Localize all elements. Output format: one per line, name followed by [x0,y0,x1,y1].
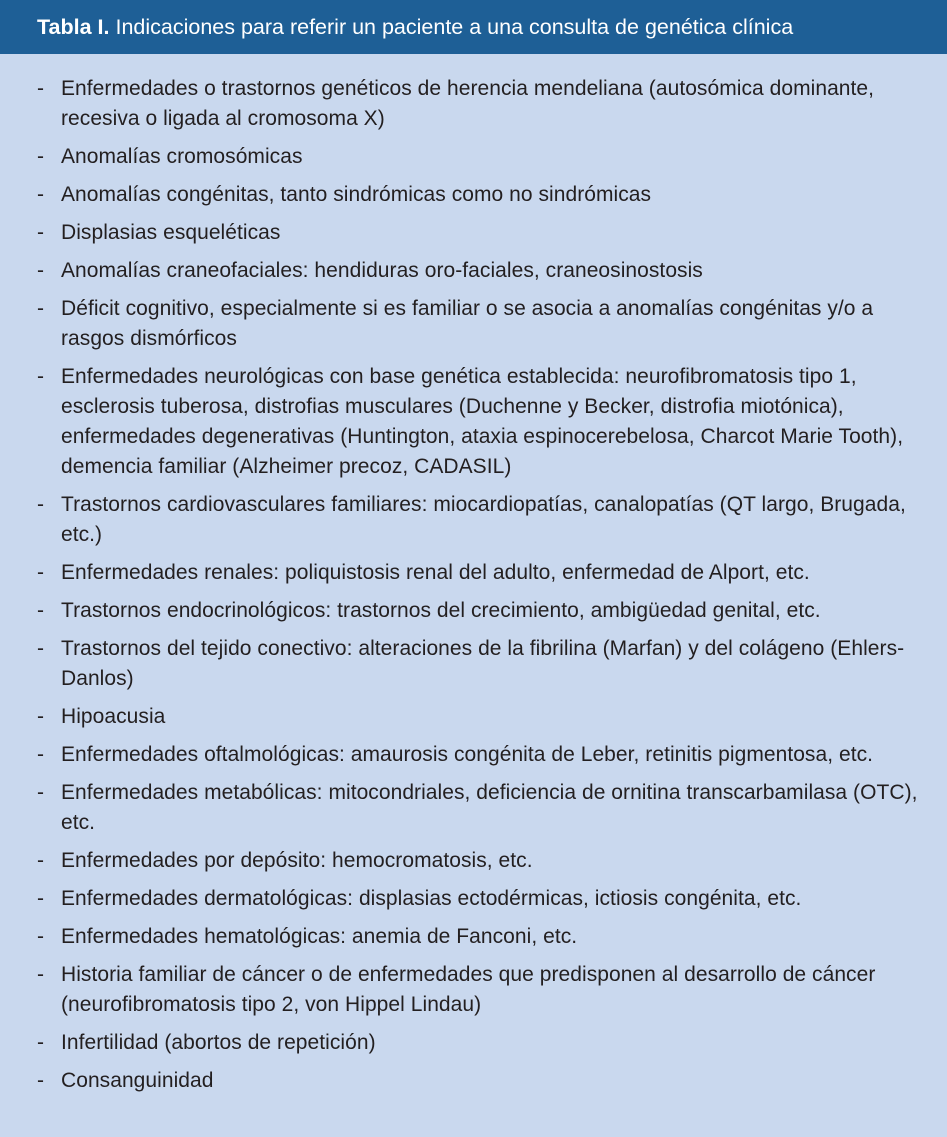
bullet-dash: - [37,925,45,948]
list-item [37,558,927,588]
list-item-text: Enfermedades hematológicas: anemia de Fanconi, etc. [61,925,578,948]
list-item-text: Enfermedades neurológicas con base genética establecida: neurofibromatosis tipo 1, esclerosis tuberosa, distrofias musculares (Duchenne y Becker, distrofia miotónica), enfermedades degenerativas (Huntington, ataxia espinocerebelosa, Charcot Marie Tooth), demencia familiar (Alzheimer precoz, CADASIL) [61,365,904,478]
list-item [37,180,927,210]
list-item-text: Trastornos endocrinológicos: trastornos del crecimiento, ambigüedad genital, etc. [61,599,821,622]
bullet-dash: - [37,599,45,622]
bullet-dash: - [37,781,45,804]
list-item [37,960,927,1020]
bullet-dash: - [37,705,45,728]
list-item-text: Anomalías craneofaciales: hendiduras oro-faciales, craneosinostosis [61,259,703,282]
list-item [37,702,927,732]
table-header [0,0,947,54]
list-item [37,1028,927,1058]
list-item-text: Hipoacusia [61,705,166,728]
list-item-text: Consanguinidad [61,1069,214,1092]
list-item-text: Enfermedades oftalmológicas: amaurosis congénita de Leber, retinitis pigmentosa, etc. [61,743,874,766]
bullet-dash: - [37,887,45,910]
list-item [37,218,927,248]
list-item [37,922,927,952]
list-item-text: Enfermedades metabólicas: mitocondriales, deficiencia de ornitina transcarbamilasa (OTC), etc. [61,781,918,834]
table-title: Indicaciones para referir un paciente a una consulta de genética clínica [115,15,794,39]
bullet-dash: - [37,849,45,872]
list-item [37,846,927,876]
list-item [37,294,927,354]
list-item-text: Enfermedades renales: poliquistosis renal del adulto, enfermedad de Alport, etc. [61,561,810,584]
bullet-dash: - [37,77,45,100]
bullet-dash: - [37,1031,45,1054]
bullet-dash: - [37,561,45,584]
list-item-text: Déficit cognitivo, especialmente si es familiar o se asocia a anomalías congénitas y/o a rasgos dismórficos [61,297,874,350]
bullet-dash: - [37,183,45,206]
list-item [37,740,927,770]
list-item-text: Enfermedades por depósito: hemocromatosis, etc. [61,849,533,872]
list-item [37,778,927,838]
bullet-dash: - [37,1069,45,1092]
list-item-text: Trastornos cardiovasculares familiares: miocardiopatías, canalopatías (QT largo, Brugada, etc.) [61,493,906,546]
list-item [37,256,927,286]
bullet-dash: - [37,963,45,986]
bullet-dash: - [37,743,45,766]
list-item-text: Displasias esqueléticas [61,221,281,244]
list-item-text: Enfermedades dermatológicas: displasias ectodérmicas, ictiosis congénita, etc. [61,887,802,910]
bullet-dash: - [37,221,45,244]
list-item-text: Enfermedades o trastornos genéticos de herencia mendeliana (autosómica dominante, recesiva o ligada al cromosoma X) [61,77,875,130]
bullet-dash: - [37,493,45,516]
bullet-dash: - [37,145,45,168]
list-item-text: Anomalías cromosómicas [61,145,303,168]
list-item [37,362,927,482]
indications-list [0,54,947,1096]
list-item [37,1066,927,1096]
list-item [37,884,927,914]
bullet-dash: - [37,297,45,320]
list-item [37,490,927,550]
list-item-text: Historia familiar de cáncer o de enfermedades que predisponen al desarrollo de cáncer (neurofibromatosis tipo 2, von Hippel Lindau) [61,963,876,1016]
list-item-text: Trastornos del tejido conectivo: alteraciones de la fibrilina (Marfan) y del colágeno (Ehlers-Danlos) [61,637,905,690]
table-label: Tabla I. [37,15,110,39]
list-item [37,74,927,134]
list-item [37,142,927,172]
list-item-text: Infertilidad (abortos de repetición) [61,1031,376,1054]
bullet-dash: - [37,637,45,660]
list-item [37,596,927,626]
list-item-text: Anomalías congénitas, tanto sindrómicas como no sindrómicas [61,183,652,206]
list-item [37,634,927,694]
bullet-dash: - [37,259,45,282]
bullet-dash: - [37,365,45,388]
